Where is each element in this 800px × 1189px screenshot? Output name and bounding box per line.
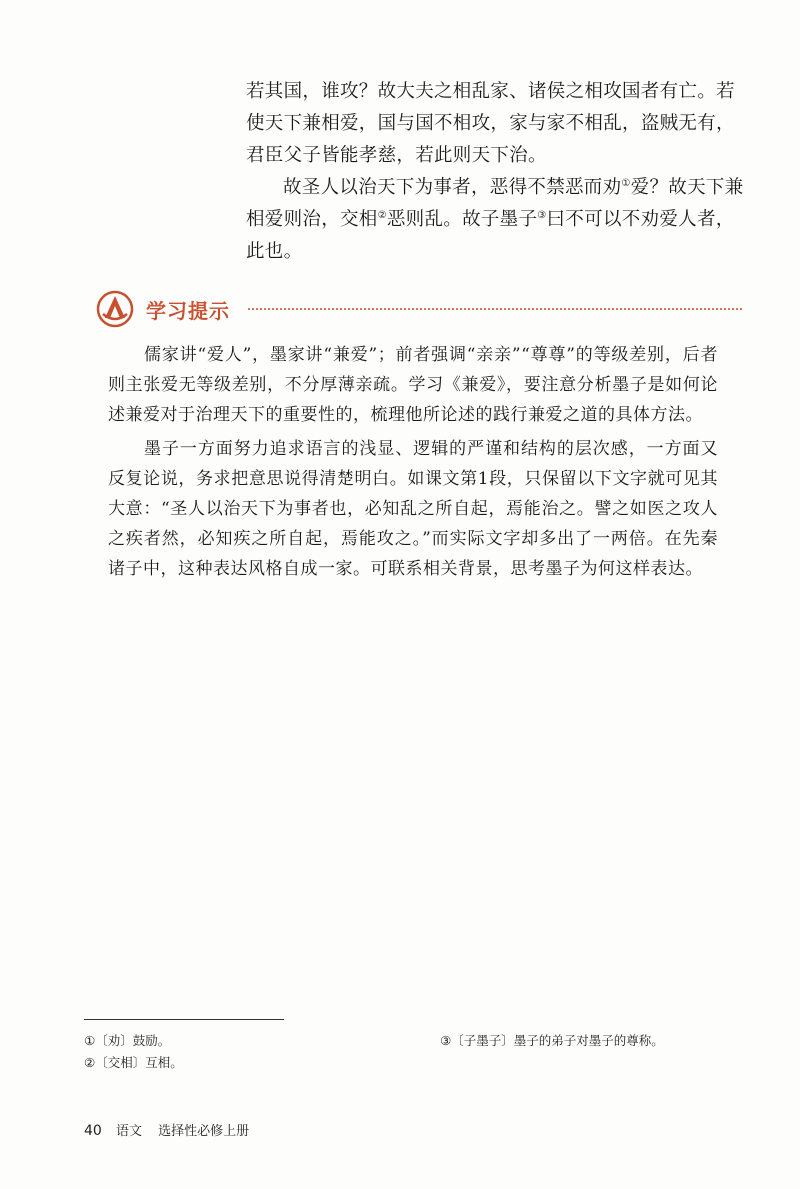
- footnotes-left: [84, 1030, 183, 1074]
- note-ref-2[interactable]: ②: [377, 209, 387, 221]
- footnote-1: ①〔劝〕鼓励。: [84, 1033, 171, 1048]
- subject-label: 语文: [115, 1124, 142, 1139]
- study-tips-logo-icon: [96, 290, 134, 328]
- main-paragraph-2-part-c: 恶则乱。故子墨子: [386, 209, 538, 230]
- page-number: 40: [84, 1123, 102, 1139]
- note-ref-3[interactable]: ③: [537, 209, 547, 221]
- footnotes-right: [440, 1030, 664, 1052]
- footnote-2: ②〔交相〕互相。: [84, 1055, 183, 1070]
- main-paragraph-1: 若其国，谁攻？故大夫之相乱家、诸侯之相攻国者有亡。若使天下兼相爱，国与国不相攻，家与家不相乱，盗贼无有，君臣父子皆能孝慈，若此则天下治。: [246, 81, 735, 166]
- main-paragraph-2-part-a: 故圣人以治天下为事者，恶得不禁恶而劝: [283, 177, 622, 198]
- tips-paragraph-1: 儒家讲“爱人”，墨家讲“兼爱”；前者强调“亲亲”“尊尊”的等级差别，后者则主张爱无等级差别，不分厚薄亲疏。学习《兼爱》，要注意分析墨子是如何论述兼爱对于治理天下的重要性的，梳理他所论述的践行兼爱之道的具体方法。: [108, 345, 718, 425]
- note-ref-1[interactable]: ①: [621, 177, 631, 189]
- footnote-3: ③〔子墨子〕墨子的弟子对墨子的尊称。: [440, 1033, 664, 1048]
- study-tips-body: [108, 340, 718, 588]
- dotted-divider: [248, 308, 742, 310]
- page-footer: [84, 1120, 249, 1139]
- main-paragraph-2-part-b: 爱？故天下兼相爱则治，交相: [246, 177, 744, 230]
- main-text: [246, 76, 746, 268]
- study-tips-title: 学习提示: [146, 299, 230, 323]
- main-paragraph-2: [246, 172, 746, 268]
- footnote-divider: [84, 1019, 284, 1020]
- tips-paragraph-2: 墨子一方面努力追求语言的浅显、逻辑的严谨和结构的层次感，一方面又反复论说，务求把意思说得清楚明白。如课文第1段，只保留以下文字就可见其大意：“圣人以治天下为事者也，必知乱之所自起，焉能治之。譬之如医之攻人之疾者然，必知疾之所自起，焉能攻之。”而实际文字却多出了一两倍。在先秦诸子中，这种表达风格自成一家。可联系相关背景，思考墨子为何这样表达。: [108, 439, 718, 579]
- study-tips-header: [96, 290, 746, 330]
- main-paragraph-2-part-d: 曰不可以不劝爱人者，此也。: [246, 209, 735, 262]
- volume-label: 选择性必修上册: [158, 1124, 250, 1139]
